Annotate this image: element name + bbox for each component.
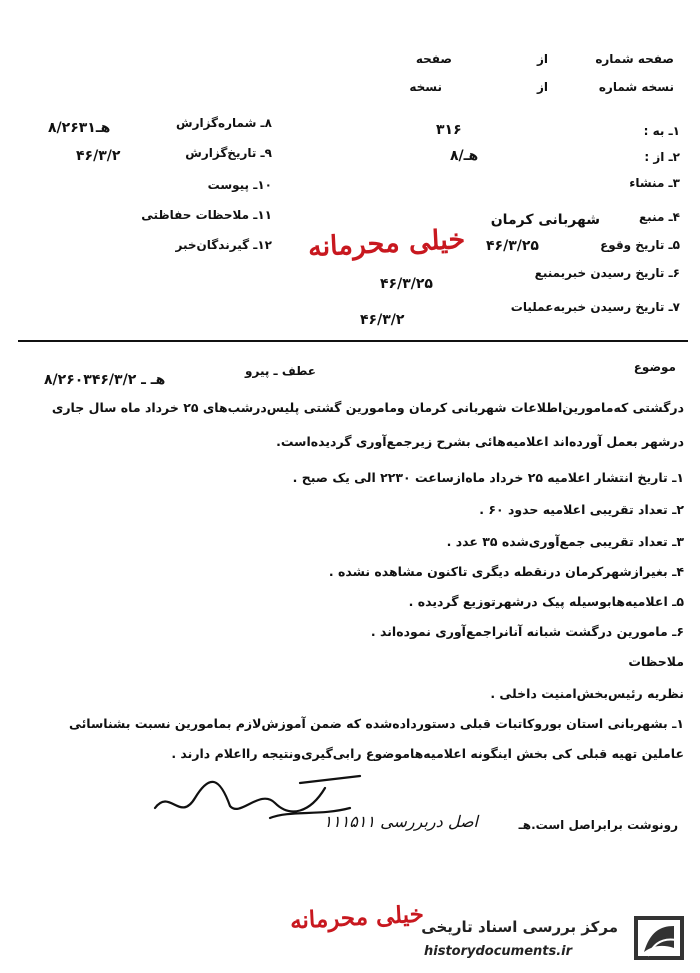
body-line: ۶ـ مامورین درگشت شبانه آنانراجمع‌آوری نموده‌اند . — [370, 624, 684, 639]
field-occurrence-date-label: ۵ـ تاریخ وقوع — [600, 238, 680, 252]
field-security-notes-label: ۱۱ـ ملاحظات حفاظتی — [141, 208, 272, 222]
field-to-label: ۱ـ به : — [643, 124, 680, 138]
field-source-value: شهربانی کرمان — [490, 212, 600, 228]
field-occurrence-date-value: ۴۶/۳/۲۵ — [486, 238, 539, 254]
body-line: ۲ـ تعداد تقریبی اعلامیه حدود ۶۰ . — [479, 502, 684, 517]
classification-stamp: خیلی محرمانه — [307, 223, 466, 264]
header-divider — [18, 340, 688, 342]
body-line: درشهر بعمل آورده‌اند اعلامیه‌هائی بشرح زیرجمع‌آوری گردیده‌است. — [276, 434, 684, 449]
body-line: نظریه رئیس‌بخش‌امنیت داخلی . — [490, 686, 684, 701]
field-recipients-label: ۱۲ـ گیرندگان‌خبر — [175, 238, 272, 252]
footer-org-name: مرکز بررسی اسناد تاریخی — [421, 918, 618, 936]
subject-label: موضوع — [633, 360, 676, 374]
footer-url: historydocuments.ir — [424, 944, 573, 959]
field-report-date-label: ۹ـ تاریخ‌گزارش — [185, 146, 272, 160]
notes-heading: ملاحظات — [628, 654, 684, 669]
page-of: از — [536, 52, 548, 66]
copy-of: از — [536, 80, 548, 94]
field-ops-receipt-label: ۷ـ تاریخ رسیدن خبربه‌عملیات — [510, 300, 680, 314]
archive-logo-icon — [630, 912, 688, 968]
field-from-value: ۸/هـ — [450, 148, 479, 164]
copy-note-printed: رونوشت برابراصل است.هـ — [518, 818, 678, 832]
body-line: عاملین تهیه قبلی کی بخش اینگونه اعلامیه‌هاموضوع رابی‌گیری‌ونتیجه رااعلام دارند . — [171, 746, 684, 761]
copy-word: نسخه — [409, 80, 442, 94]
classification-stamp-bottom: خیلی محرمانه — [289, 900, 425, 935]
field-attachment-label: ۱۰ـ پیوست — [207, 178, 272, 192]
field-ops-receipt-value: ۴۶/۳/۲ — [360, 312, 405, 328]
field-to-value: ۳۱۶ — [436, 122, 462, 138]
body-line: درگشتی که‌مامورین‌اطلاعات شهربانی کرمان ومامورین گشتی پلیس‌درشب‌های ۲۵ خرداد ماه سال جاری — [51, 400, 684, 415]
body-line: ۱ـ بشهربانی استان بوروکاتبات قبلی دستورداده‌شده که ضمن آموزش‌لازم بمامورین نسبت بشناسائی — [68, 716, 684, 731]
field-report-date-value: ۴۶/۳/۲ — [76, 148, 121, 164]
field-source-receipt-label: ۶ـ تاریخ رسیدن خبربمنبع — [534, 266, 680, 280]
field-report-number-value: ۸/۲۶۳۱هـ — [48, 120, 111, 136]
page-word: صفحه — [415, 52, 452, 66]
body-line: ۱ـ تاریخ انتشار اعلامیه ۲۵ خرداد ماه‌ازساعت ۲۲۳۰ الی یک صبح . — [292, 470, 684, 485]
body-line: ۳ـ تعداد تقریبی جمع‌آوری‌شده ۳۵ عدد . — [446, 534, 684, 549]
ref-value: ۸/۲۶۰۳هـ ـ ۴۶/۳/۲ — [44, 372, 166, 388]
page-number-label: صفحه شماره — [595, 52, 674, 66]
ref-label: عطف ـ پیرو — [245, 364, 316, 378]
field-report-number-label: ۸ـ شماره‌گزارش — [176, 116, 272, 130]
field-from-label: ۲ـ از : — [644, 150, 680, 164]
copy-note-handwritten: اصل دربررسی ۱۱۱۵۱۱ — [323, 812, 478, 831]
body-line: ۴ـ بغیرازشهرکرمان درنقطه دیگری تاکنون مشاهده نشده . — [328, 564, 684, 579]
field-source-label: ۴ـ منبع — [638, 210, 680, 224]
body-line: ۵ـ اعلامیه‌هابوسیله پیک درشهرتوزیع گردیده . — [408, 594, 684, 609]
field-source-receipt-value: ۴۶/۳/۲۵ — [380, 276, 433, 292]
field-origin-label: ۳ـ منشاء — [629, 176, 680, 190]
copy-number-label: نسخه شماره — [598, 80, 674, 94]
